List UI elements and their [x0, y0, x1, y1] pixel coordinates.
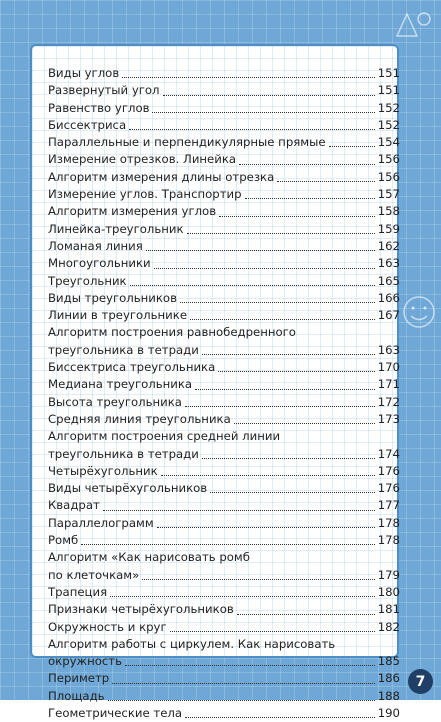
page-number-badge: 7 [408, 669, 433, 694]
toc-entry-title: Равенство углов [48, 100, 150, 115]
toc-entry-title: Биссектриса треугольника [48, 360, 216, 375]
toc-entry-page: 176 [377, 463, 400, 478]
toc-entry-page: 157 [377, 187, 400, 202]
toc-entry-title: Площадь [48, 688, 105, 703]
dot-leader [202, 354, 375, 355]
toc-entry [48, 324, 400, 341]
toc-entry [48, 636, 400, 653]
toc-entry-page: 179 [377, 567, 400, 582]
toc-entry [48, 82, 400, 99]
toc-entry-title: Квадрат [48, 498, 100, 513]
dot-leader [157, 527, 375, 528]
toc-entry [48, 290, 400, 307]
toc-entry-title: Измерение углов. Транспортир [48, 187, 242, 202]
toc-entry [48, 515, 400, 532]
toc-entry-title: Виды треугольников [48, 290, 177, 305]
toc-entry-page: 163 [377, 342, 400, 357]
toc-entry-title: Средняя линия треугольника [48, 411, 231, 426]
dot-leader [190, 319, 375, 320]
smiley-icon [399, 292, 439, 332]
dot-leader [163, 95, 375, 96]
dot-leader [219, 216, 375, 217]
toc-entry-title: треугольника в тетради [48, 446, 199, 461]
dot-leader [234, 423, 375, 424]
table-of-contents [48, 65, 400, 722]
toc-entry-page: 152 [377, 100, 400, 115]
dot-leader [146, 250, 375, 251]
toc-entry [48, 273, 400, 290]
toc-entry [48, 376, 400, 393]
toc-entry-title: по клеточкам» [48, 567, 140, 582]
toc-entry-page: 166 [377, 290, 400, 305]
toc-entry-page: 174 [377, 446, 400, 461]
dot-leader [161, 475, 375, 476]
table-of-contents-card [30, 44, 400, 720]
toc-entry-title: Ломаная линия [48, 238, 143, 253]
toc-entry [48, 670, 400, 687]
toc-entry [48, 134, 400, 151]
dot-leader [154, 268, 375, 269]
toc-entry-page: 172 [377, 394, 400, 409]
dot-leader [103, 510, 375, 511]
toc-entry-page: 167 [377, 308, 400, 323]
dot-leader [202, 458, 375, 459]
toc-entry [48, 117, 400, 134]
toc-entry [48, 221, 400, 238]
dot-leader [185, 717, 375, 718]
toc-entry [48, 151, 400, 168]
dot-leader [170, 631, 375, 632]
toc-entry [48, 203, 400, 220]
toc-entry-title: Алгоритм построения средней линии [48, 429, 281, 444]
dot-leader [277, 181, 374, 182]
toc-entry-title: Алгоритм работы с циркулем. Как нарисовать [48, 636, 336, 651]
toc-entry-page: 170 [377, 360, 400, 375]
dot-leader [122, 77, 374, 78]
toc-entry-title: Алгоритм измерения углов [48, 204, 217, 219]
dot-leader [112, 683, 374, 684]
toc-entry [48, 169, 400, 186]
toc-entry-title: окружность [48, 654, 122, 669]
toc-entry-title: Периметр [48, 671, 110, 686]
toc-entry-page: 156 [377, 152, 400, 167]
toc-entry-page: 162 [377, 238, 400, 253]
toc-entry-title: Алгоритм измерения длины отрезка [48, 169, 275, 184]
toc-entry-title: Признаки четырёхугольников [48, 602, 234, 617]
toc-entry-title: Виды четырёхугольников [48, 481, 208, 496]
toc-entry [48, 186, 400, 203]
dot-leader [237, 614, 375, 615]
toc-entry-page: 152 [377, 117, 400, 132]
toc-entry [48, 601, 400, 618]
toc-entry-page: 182 [377, 619, 400, 634]
toc-entry [48, 705, 400, 722]
toc-entry-title: Четырёхугольник [48, 463, 158, 478]
dot-leader [180, 302, 375, 303]
toc-entry-page: 176 [377, 481, 400, 496]
toc-entry-page: 158 [377, 204, 400, 219]
dot-leader [130, 285, 375, 286]
toc-entry-title: Окружность и круг [48, 619, 167, 634]
toc-entry-page: 151 [377, 66, 400, 80]
toc-entry-page: 178 [377, 515, 400, 530]
toc-entry [48, 688, 400, 705]
toc-entry-page: 151 [377, 83, 400, 98]
toc-entry-page: 165 [377, 273, 400, 288]
toc-entry-title: Ромб [48, 533, 79, 548]
toc-entry-page: 190 [377, 705, 400, 720]
toc-entry-page: 188 [377, 688, 400, 703]
toc-entry [48, 359, 400, 376]
toc-entry-page: 177 [377, 498, 400, 513]
toc-entry-page: 180 [377, 584, 400, 599]
toc-entry-title: Линии в треугольнике [48, 308, 188, 323]
toc-entry-page: 181 [377, 602, 400, 617]
toc-entry [48, 411, 400, 428]
toc-entry [48, 497, 400, 514]
toc-entry [48, 619, 400, 636]
dot-leader [239, 164, 375, 165]
toc-entry [48, 65, 400, 82]
toc-entry [48, 238, 400, 255]
toc-entry-title: Виды углов [48, 66, 120, 80]
dot-leader [210, 492, 374, 493]
toc-entry [48, 549, 400, 566]
toc-entry-page: 154 [377, 135, 400, 150]
dot-leader [329, 146, 375, 147]
doodle-icon [393, 6, 433, 46]
toc-entry-title: Биссектриса [48, 117, 127, 132]
toc-entry [48, 428, 400, 445]
dot-leader [125, 665, 375, 666]
toc-entry-title: Алгоритм «Как нарисовать ромб [48, 550, 250, 565]
toc-entry-title: Параллельные и перпендикулярные прямые [48, 135, 326, 150]
dot-leader [108, 700, 375, 701]
dot-leader [245, 198, 375, 199]
toc-entry [48, 394, 400, 411]
toc-entry [48, 532, 400, 549]
toc-entry-title: Многоугольники [48, 256, 151, 271]
toc-entry [48, 480, 400, 497]
toc-entry-title: Геометрические тела [48, 705, 183, 720]
toc-entry [48, 446, 400, 463]
toc-entry [48, 567, 400, 584]
toc-entry [48, 584, 400, 601]
toc-entry [48, 307, 400, 324]
dot-leader [195, 389, 375, 390]
toc-entry [48, 255, 400, 272]
toc-entry-title: Треугольник [48, 273, 127, 288]
toc-entry-title: Высота треугольника [48, 394, 182, 409]
toc-entry-title: Алгоритм построения равнобедренного [48, 325, 296, 340]
toc-entry-title: Линейка-треугольник [48, 221, 184, 236]
dot-leader [142, 579, 374, 580]
dot-leader [185, 406, 375, 407]
toc-entry-title: Трапеция [48, 584, 108, 599]
toc-entry [48, 100, 400, 117]
toc-entry-page: 159 [377, 221, 400, 236]
toc-entry-title: Измерение отрезков. Линейка [48, 152, 237, 167]
toc-entry-title: Медиана треугольника [48, 377, 193, 392]
toc-entry-title: Параллелограмм [48, 515, 154, 530]
toc-entry-page: 173 [377, 411, 400, 426]
dot-leader [152, 112, 374, 113]
toc-entry-page: 178 [377, 533, 400, 548]
toc-entry-page: 185 [377, 654, 400, 669]
toc-entry [48, 463, 400, 480]
toc-entry-page: 186 [377, 671, 400, 686]
dot-leader [187, 233, 375, 234]
dot-leader [81, 544, 374, 545]
toc-entry [48, 653, 400, 670]
toc-entry-page: 156 [377, 169, 400, 184]
dot-leader [129, 129, 375, 130]
toc-entry-title: треугольника в тетради [48, 342, 199, 357]
toc-entry-page: 163 [377, 256, 400, 271]
toc-entry [48, 342, 400, 359]
toc-entry-page: 171 [377, 377, 400, 392]
toc-entry-title: Развернутый угол [48, 83, 160, 98]
dot-leader [110, 596, 375, 597]
dot-leader [218, 371, 374, 372]
